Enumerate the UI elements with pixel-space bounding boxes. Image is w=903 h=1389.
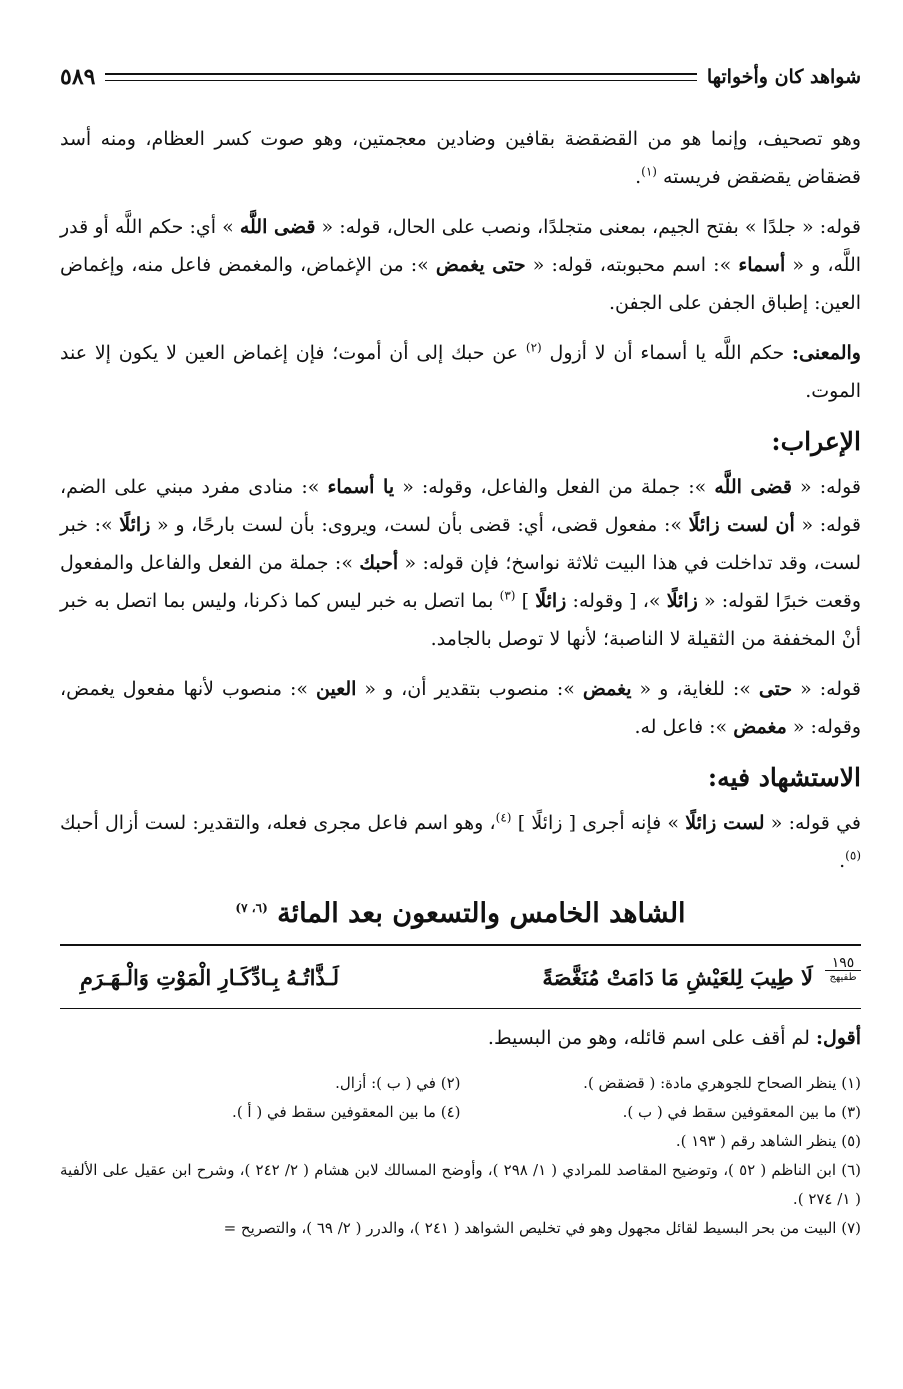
footnote-row [60,1098,861,1127]
text-run: » فإنه أجرى [ زائلًا ] [517,812,680,834]
verse-box [60,944,861,1009]
paragraph-irab-2 [60,670,861,746]
paragraph-text: وهو تصحيف، وإنما هو من القضقضة بقافين وضادين معجمتين، وهو صوت كسر العظام، ومنه أسد قضقاض يقضقض فريسته [60,128,861,188]
text-run: عن حبك إلى أن أموت؛ فإن إغماض العين لا يكون إلا عند الموت. [60,342,861,402]
shahid-title [60,892,861,936]
footnote-ref: (٥) [845,848,861,863]
bold-term: أحبك [359,552,399,574]
text-run: بما اتصل به خبر ليس كما ذكرنا، وليس بما اتصل به خبر أنْ المخففة من الثقيلة لا الناصبة؛ لأنها لا توصل بالجامد. [60,590,861,650]
bold-term: يا أسماء [327,476,395,498]
paragraph-meaning [60,334,861,410]
text-run: »: من الإغماض، والمغمض فاعل منه، وإغماض العين: إطباق الجفن على الجفن. [60,254,861,314]
bold-term: حتى يغمض [435,254,526,276]
paragraph-tashif: وهو تصحيف، وإنما هو من القضقضة بقافين وضادين معجمتين، وهو صوت كسر العظام، ومنه أسد قضقاض يقضقض فريسته $^{(١)}$. [60,128,861,188]
footnote-ref: (٢) [525,340,542,355]
footnote-1: (١) ينظر الصحاح للجوهري مادة: ( قضقض ). [583,1074,861,1092]
footnote-ref: (١) [641,164,657,179]
bold-term: أن لست زائلًا [688,514,795,536]
text-run: »: منصوب لأنها مفعول يغمض، وقوله: « [60,678,861,738]
footnote-ref: (٦، ٧) [235,901,268,915]
bold-term: زائلًا [535,590,567,612]
footnote-ref: (٣) [499,588,516,603]
running-header-title: شواهد كان وأخواتها [706,66,861,88]
footnote-6: (٦) ابن الناظم ( ٥٢ )، وتوضيح المقاصد للمرادي ( ١/ ٢٩٨ )، وأوضح المسالك لابن هشام ( ٢/ ٢٤٢ )، وشرح ابن عقيل على الألفية ( ١/ ٢٧٤ ). [60,1161,862,1208]
page-body [60,120,861,1243]
section-heading-istishhad: الاستشهاد فيه: [707,763,861,792]
lead-term: والمعنى: [792,342,861,364]
bold-term: مغمض [733,716,787,738]
text-run: »: مفعول قضى، أي: قضى بأن لست، ويروى: بأن لست بارحًا، و « [157,514,682,536]
footnote-5: (٥) ينظر الشاهد رقم ( ١٩٣ ). [675,1132,861,1150]
footnote-7: (٧) البيت من بحر البسيط لقائل مجهول وهو في تخليص الشواهد ( ٢٤١ )، والدرر ( ٢/ ٦٩ )، والتصريح = [223,1219,861,1237]
bold-term: أسماء [738,254,786,276]
paragraph-aqul [60,1021,861,1055]
text-run: »: للغاية، و « [639,678,751,700]
text-run: »: خبر لست، وقد تداخلت في هذا البيت ثلاثة نواسخ؛ فإن قوله: « [60,514,861,574]
bold-term: يغمض [582,678,632,700]
text-run: قوله: « [800,476,862,498]
verse-number [825,956,861,985]
footnote-row [60,1069,861,1098]
bold-term: لست زائلًا [685,812,765,834]
paragraph-irab-1 [60,468,861,658]
text-run: »: منادى مفرد مبني على الضم، قوله: « [60,476,861,536]
hemistich-first: لَا طِيبَ لِلعَيْشِ مَا دَامَتْ مُنَغَّصَةً [542,964,813,990]
footnote-4: (٤) ما بين المعقوفين سقط في ( أ ). [232,1103,461,1121]
text-run: . [839,850,846,872]
text-run: » أي: حكم اللَّه أو قدر اللَّه، و « [60,216,862,276]
bold-term: قضى اللَّه [714,476,792,498]
hemistich-second: لَـذَّاتُـهُ بِـادِّكَـارِ الْمَوْتِ وَالْـهَـرَمِ [80,964,339,990]
bold-term: حتى [758,678,793,700]
running-header [60,62,861,92]
bold-term: زائلًا [119,514,151,536]
text-run: قوله: « جلدًا » بفتح الجيم، بمعنى متجلدًا، ونصب على الحال، قوله: « [321,216,861,238]
verse-number-value: ١٩٥ [825,956,861,971]
paragraph-istishhad [60,804,861,880]
header-rule [105,73,696,81]
text-run: قوله: « [800,678,861,700]
text-run: لم أقف على اسم قائله، وهو من البسيط. [487,1027,810,1049]
section-heading-irab: الإعراب: [771,427,861,456]
bold-term: العين [316,678,357,700]
text-run: ، وهو اسم فاعل مجرى فعله، والتقدير: لست أزال أحبك [60,812,496,834]
text-run: »: اسم محبوبته، قوله: « [532,254,732,276]
text-run: حكم اللَّه يا أسماء أن لا أزول [549,342,785,364]
paragraph-vocabulary [60,208,861,322]
lead-term: أقول: [816,1027,861,1049]
book-page [60,0,861,1389]
bold-term: قضى اللَّه [239,216,316,238]
footnotes [60,1069,861,1243]
text-run: »، [ وقوله: [572,590,661,612]
shahid-title-text: الشاهد الخامس والتسعون بعد المائة [277,898,686,929]
text-run: »: جملة من الفعل والفاعل والمفعول وقعت خبرًا لقوله: « [60,552,862,612]
page-number: ٥٨٩ [60,64,96,90]
footnote-2: (٢) في ( ب ): أزال. [335,1074,461,1092]
text-run: في قوله: « [770,812,862,834]
text-run: »: جملة من الفعل والفاعل، وقوله: « [402,476,707,498]
text-run: ] [521,590,530,612]
bold-term: زائلًا [666,590,698,612]
verse-tag: طفيهج [829,972,857,983]
footnote-ref: (٤) [495,810,512,825]
text-run: »: منصوب بتقدير أن، و « [364,678,575,700]
text-run: »: فاعل له. [634,716,728,738]
footnote-3: (٣) ما بين المعقوفين سقط في ( ب ). [622,1103,861,1121]
